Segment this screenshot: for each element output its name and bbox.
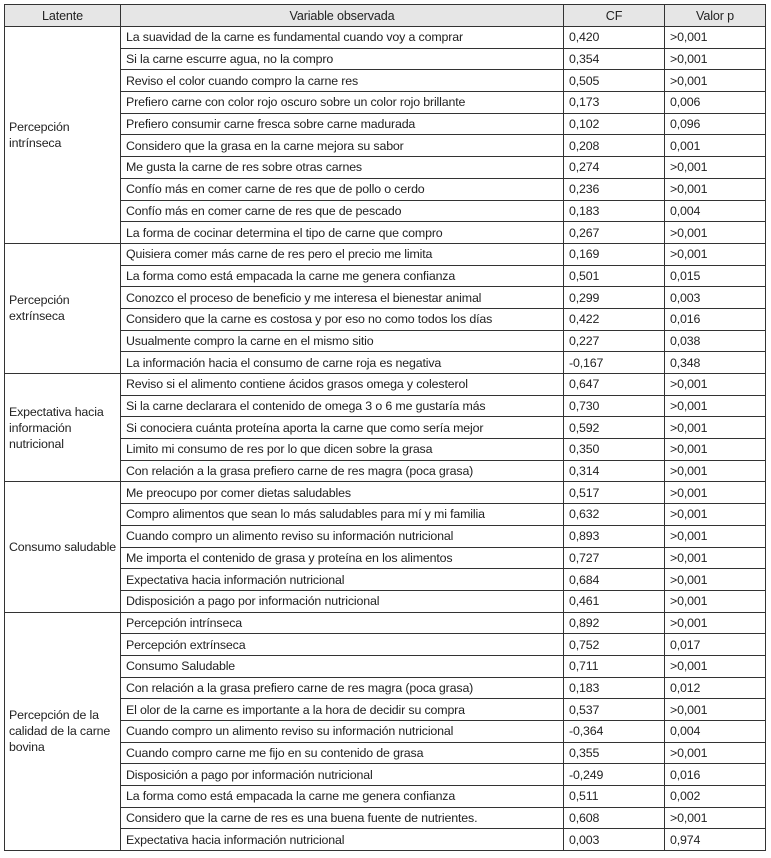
variable-cell: Cuando compro un alimento reviso su información nutricional <box>121 721 564 743</box>
p-value-cell: 0,974 <box>665 829 766 851</box>
p-value-cell: >0,001 <box>665 504 766 526</box>
cf-cell: 0,730 <box>564 395 665 417</box>
cf-cell: 0,183 <box>564 677 665 699</box>
variable-cell: Prefiero carne con color rojo oscuro sobre un color rojo brillante <box>121 92 564 114</box>
p-value-cell: 0,003 <box>665 287 766 309</box>
p-value-cell: 0,006 <box>665 92 766 114</box>
table-row <box>5 243 766 265</box>
p-value-cell: >0,001 <box>665 807 766 829</box>
header-variable-observada: Variable observada <box>121 5 564 27</box>
variable-cell: Con relación a la grasa prefiero carne de res magra (poca grasa) <box>121 677 564 699</box>
cf-cell: 0,461 <box>564 590 665 612</box>
factor-loadings-table <box>4 4 766 851</box>
cf-cell: 0,511 <box>564 786 665 808</box>
variable-cell: Expectativa hacia información nutricional <box>121 569 564 591</box>
p-value-cell: 0,016 <box>665 308 766 330</box>
cf-cell: 0,173 <box>564 92 665 114</box>
p-value-cell: >0,001 <box>665 525 766 547</box>
p-value-cell: >0,001 <box>665 374 766 396</box>
cf-cell: 0,505 <box>564 70 665 92</box>
cf-cell: -0,249 <box>564 764 665 786</box>
cf-cell: 0,003 <box>564 829 665 851</box>
p-value-cell: 0,016 <box>665 764 766 786</box>
latent-cell: Percepción extrínseca <box>5 243 121 373</box>
cf-cell: 0,267 <box>564 222 665 244</box>
variable-cell: Si la carne declarara el contenido de omega 3 o 6 me gustaría más <box>121 395 564 417</box>
latent-cell: Expectativa hacia información nutricional <box>5 374 121 482</box>
variable-cell: Prefiero consumir carne fresca sobre carne madurada <box>121 113 564 135</box>
p-value-cell: >0,001 <box>665 417 766 439</box>
cf-cell: 0,537 <box>564 699 665 721</box>
cf-cell: 0,711 <box>564 655 665 677</box>
p-value-cell: >0,001 <box>665 222 766 244</box>
variable-cell: Me preocupo por comer dietas saludables <box>121 482 564 504</box>
variable-cell: Reviso si el alimento contiene ácidos grasos omega y colesterol <box>121 374 564 396</box>
header-cf: CF <box>564 5 665 27</box>
header-row <box>5 5 766 27</box>
cf-cell: 0,420 <box>564 27 665 49</box>
cf-cell: 0,727 <box>564 547 665 569</box>
variable-cell: Si la carne escurre agua, no la compro <box>121 48 564 70</box>
cf-cell: 0,501 <box>564 265 665 287</box>
header-valor-p: Valor p <box>665 5 766 27</box>
p-value-cell: >0,001 <box>665 742 766 764</box>
cf-cell: 0,314 <box>564 460 665 482</box>
latent-cell: Consumo saludable <box>5 482 121 612</box>
table-body <box>5 27 766 851</box>
cf-cell: 0,608 <box>564 807 665 829</box>
cf-cell: 0,274 <box>564 157 665 179</box>
cf-cell: 0,227 <box>564 330 665 352</box>
p-value-cell: 0,004 <box>665 721 766 743</box>
cf-cell: 0,102 <box>564 113 665 135</box>
header-latente: Latente <box>5 5 121 27</box>
variable-cell: Si conociera cuánta proteína aporta la carne que como sería mejor <box>121 417 564 439</box>
p-value-cell: 0,004 <box>665 200 766 222</box>
p-value-cell: 0,096 <box>665 113 766 135</box>
p-value-cell: 0,015 <box>665 265 766 287</box>
cf-cell: 0,517 <box>564 482 665 504</box>
table-row <box>5 374 766 396</box>
p-value-cell: 0,038 <box>665 330 766 352</box>
p-value-cell: >0,001 <box>665 27 766 49</box>
variable-cell: Con relación a la grasa prefiero carne de res magra (poca grasa) <box>121 460 564 482</box>
cf-cell: -0,167 <box>564 352 665 374</box>
cf-cell: 0,354 <box>564 48 665 70</box>
variable-cell: Conozco el proceso de beneficio y me interesa el bienestar animal <box>121 287 564 309</box>
cf-cell: 0,647 <box>564 374 665 396</box>
p-value-cell: >0,001 <box>665 699 766 721</box>
variable-cell: Considero que la grasa en la carne mejora su sabor <box>121 135 564 157</box>
cf-cell: 0,236 <box>564 178 665 200</box>
variable-cell: Compro alimentos que sean lo más saludables para mí y mi familia <box>121 504 564 526</box>
p-value-cell: >0,001 <box>665 547 766 569</box>
p-value-cell: 0,012 <box>665 677 766 699</box>
p-value-cell: >0,001 <box>665 482 766 504</box>
variable-cell: Disposición a pago por información nutricional <box>121 764 564 786</box>
variable-cell: Limito mi consumo de res por lo que dicen sobre la grasa <box>121 439 564 461</box>
latent-cell: Percepción de la calidad de la carne bovina <box>5 612 121 851</box>
variable-cell: La forma como está empacada la carne me genera confianza <box>121 786 564 808</box>
p-value-cell: >0,001 <box>665 569 766 591</box>
variable-cell: La forma de cocinar determina el tipo de carne que compro <box>121 222 564 244</box>
latent-cell: Percepción intrínseca <box>5 27 121 244</box>
variable-cell: Reviso el color cuando compro la carne res <box>121 70 564 92</box>
variable-cell: Me importa el contenido de grasa y proteína en los alimentos <box>121 547 564 569</box>
variable-cell: Usualmente compro la carne en el mismo sitio <box>121 330 564 352</box>
variable-cell: Percepción intrínseca <box>121 612 564 634</box>
cf-cell: 0,632 <box>564 504 665 526</box>
cf-cell: 0,592 <box>564 417 665 439</box>
table-header <box>5 5 766 27</box>
p-value-cell: 0,348 <box>665 352 766 374</box>
variable-cell: La forma como está empacada la carne me genera confianza <box>121 265 564 287</box>
variable-cell: Confío más en comer carne de res que de pescado <box>121 200 564 222</box>
p-value-cell: 0,002 <box>665 786 766 808</box>
cf-cell: 0,752 <box>564 634 665 656</box>
variable-cell: Ddisposición a pago por información nutricional <box>121 590 564 612</box>
variable-cell: Me gusta la carne de res sobre otras carnes <box>121 157 564 179</box>
variable-cell: Percepción extrínseca <box>121 634 564 656</box>
p-value-cell: >0,001 <box>665 439 766 461</box>
table-row <box>5 482 766 504</box>
cf-cell: 0,208 <box>564 135 665 157</box>
table-row <box>5 27 766 49</box>
p-value-cell: >0,001 <box>665 243 766 265</box>
variable-cell: La información hacia el consumo de carne roja es negativa <box>121 352 564 374</box>
cf-cell: 0,350 <box>564 439 665 461</box>
p-value-cell: >0,001 <box>665 395 766 417</box>
variable-cell: El olor de la carne es importante a la hora de decidir su compra <box>121 699 564 721</box>
cf-cell: 0,684 <box>564 569 665 591</box>
p-value-cell: 0,001 <box>665 135 766 157</box>
p-value-cell: >0,001 <box>665 178 766 200</box>
variable-cell: Consumo Saludable <box>121 655 564 677</box>
cf-cell: -0,364 <box>564 721 665 743</box>
cf-cell: 0,169 <box>564 243 665 265</box>
variable-cell: Quisiera comer más carne de res pero el precio me limita <box>121 243 564 265</box>
p-value-cell: >0,001 <box>665 70 766 92</box>
cf-cell: 0,183 <box>564 200 665 222</box>
variable-cell: Confío más en comer carne de res que de pollo o cerdo <box>121 178 564 200</box>
cf-cell: 0,892 <box>564 612 665 634</box>
p-value-cell: >0,001 <box>665 590 766 612</box>
p-value-cell: 0,017 <box>665 634 766 656</box>
variable-cell: Considero que la carne de res es una buena fuente de nutrientes. <box>121 807 564 829</box>
table-row <box>5 612 766 634</box>
p-value-cell: >0,001 <box>665 157 766 179</box>
variable-cell: La suavidad de la carne es fundamental cuando voy a comprar <box>121 27 564 49</box>
cf-cell: 0,299 <box>564 287 665 309</box>
p-value-cell: >0,001 <box>665 48 766 70</box>
p-value-cell: >0,001 <box>665 460 766 482</box>
cf-cell: 0,355 <box>564 742 665 764</box>
p-value-cell: >0,001 <box>665 612 766 634</box>
variable-cell: Cuando compro carne me fijo en su contenido de grasa <box>121 742 564 764</box>
variable-cell: Cuando compro un alimento reviso su información nutricional <box>121 525 564 547</box>
cf-cell: 0,422 <box>564 308 665 330</box>
variable-cell: Considero que la carne es costosa y por eso no como todos los días <box>121 308 564 330</box>
variable-cell: Expectativa hacia información nutricional <box>121 829 564 851</box>
p-value-cell: >0,001 <box>665 655 766 677</box>
cf-cell: 0,893 <box>564 525 665 547</box>
